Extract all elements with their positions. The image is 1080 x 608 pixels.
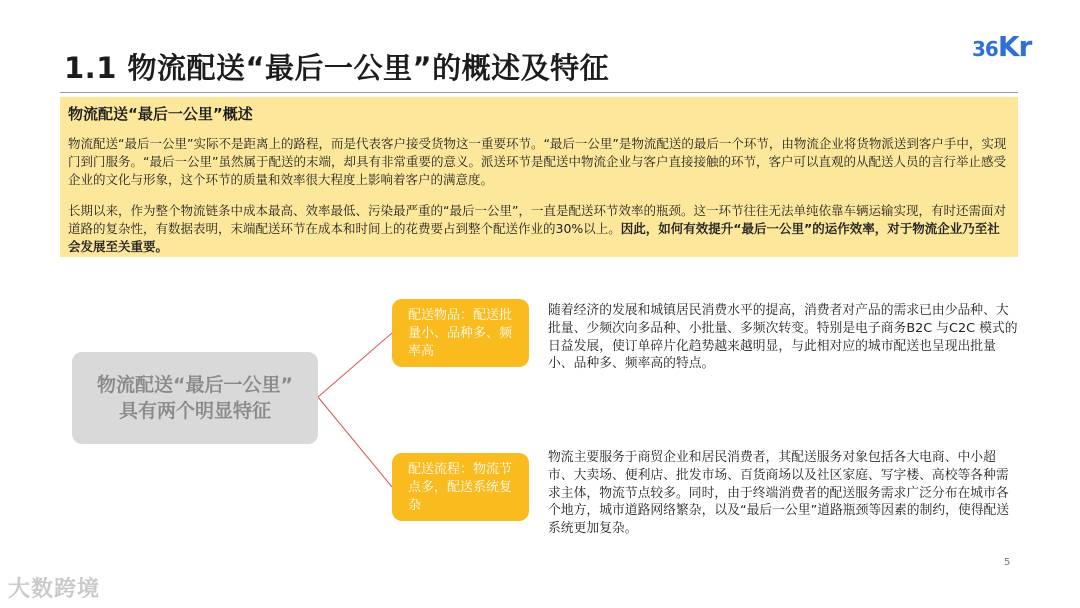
feature-delivery-goods-description: 随着经济的发展和城镇居民消费水平的提高，消费者对产品的需求已由少品种、大批量、少频次向多品种、小批量、多频次转变。特别是电子商务B2C 与C2C 模式的日益发展，使订单碎片化趋势越来越明显，与此相对应的城市配送也呈现出批量小、品种多、频率高的特点。 xyxy=(548,303,1018,372)
connector-bottom xyxy=(318,397,392,487)
feature-delivery-process-label: 配送流程：物流节点多，配送系统复杂 xyxy=(408,462,513,513)
center-concept-line-2: 具有两个明显特征 xyxy=(118,400,271,422)
connector-top xyxy=(318,333,392,397)
overview-paragraph-2-text: 长期以来，作为整个物流链条中成本最高、效率最低、污染最严重的“最后一公里”，一直是配送环节效率的瓶颈。这一环节往往无法单纯依靠车辆运输实现，有时还需面对道路的复杂性，有数据表明，末端配送环节在成本和时间上的花费要占到整个配送作业的30%以上。 xyxy=(68,203,1006,236)
page-number: 5 xyxy=(1004,557,1011,568)
page-title: 1.1 物流配送“最后一公里”的概述及特征 xyxy=(64,51,610,85)
logo-letters: Kr xyxy=(997,30,1032,63)
feature-delivery-goods-label: 配送物品：配送批量小、品种多、频率高 xyxy=(408,308,513,359)
feature-delivery-process-description: 物流主要服务于商贸企业和居民消费者，其配送服务对象包括各大电商、中小超市、大卖场、便利店、批发市场、百货商场以及社区家庭、写字楼、高校等各种需求主体，物流节点较多。同时，由于终端消费者的配送服务需求广泛分布在城市各个地方，城市道路网络繁杂，以及“最后一公里”道路瓶颈等因素的制约，使得配送系统更加复杂。 xyxy=(548,450,1010,537)
overview-heading: 物流配送“最后一公里”概述 xyxy=(68,105,253,123)
overview-paragraph-2-emphasis: 因此，如何有效提升“最后一公里”的运作效率，对于物流企业乃至社会发展至关重要。 xyxy=(68,221,1000,254)
feature-delivery-goods xyxy=(392,299,529,367)
feature-delivery-process xyxy=(392,453,529,521)
center-concept-box xyxy=(72,352,318,444)
logo-number: 36 xyxy=(972,37,998,61)
watermark: 大数跨境 xyxy=(8,577,101,602)
center-concept-line-1: 物流配送“最后一公里” xyxy=(97,374,293,396)
overview-paragraph-1: 物流配送“最后一公里”实际不是距离上的路程，而是代表客户接受货物这一重要环节。“最后一公里”是物流配送的最后一个环节，由物流企业将货物派送到客户手中，实现门到门服务。“最后一公里”虽然属于配送的末端，却具有非常重要的意义。派送环节是配送中物流企业与客户直接接触的环节，客户可以直观的从配送人员的言行举止感受企业的文化与形象，这个环节的质量和效率很大程度上影响着客户的满意度。 xyxy=(68,136,1007,187)
